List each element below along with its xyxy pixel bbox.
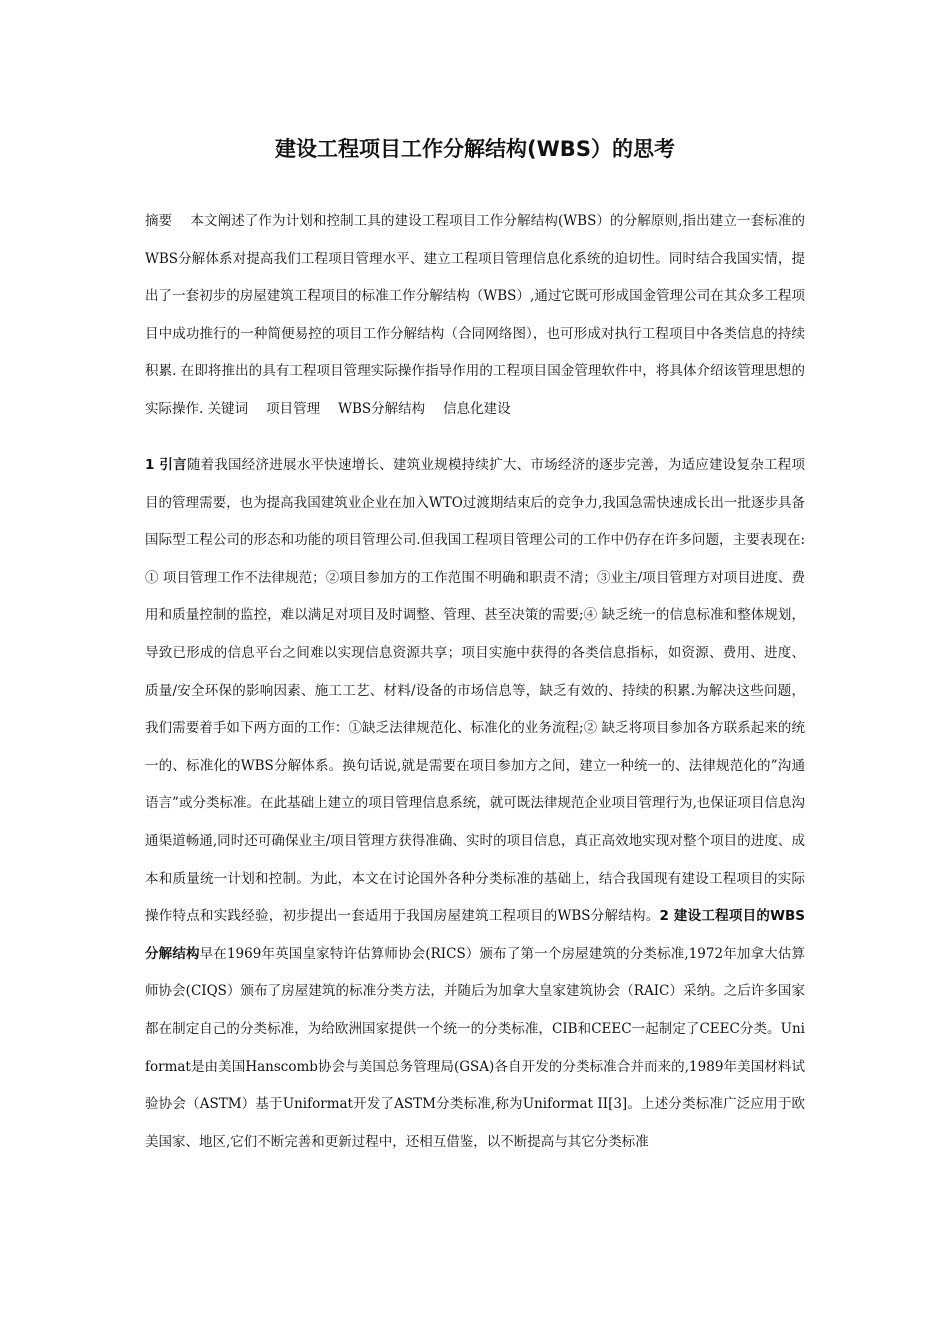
section-2-heading: 2 建设工程项目的WBS分解结构: [145, 908, 806, 962]
abstract-text: 本文阐述了作为计划和控制工具的建设工程项目工作分解结构(WBS）的分解原则,指出建立一套标准的WBS分解体系对提高我们工程项目管理水平、建立工程项目管理信息化系统的迫切性。同时结合我国实情，提出了一套初步的房屋建筑工程项目的标准工作分解结构（WBS）,通过它既可形成国金管理公司在其众多工程项目中成功推行的一种简便易控的项目工作分解结构（合同网络图），也可形成对执行工程项目中各类信息的持续积累. 在即将推出的具有工程项目管理实际操作指导作用的工程项目国金管理软件中，将具体介绍该管理思想的实际操作.: [145, 213, 805, 417]
document-title: 建设工程项目工作分解结构(WBS）的思考: [275, 137, 675, 161]
abstract-label: 摘要: [145, 213, 173, 229]
section-2-text: 早在1969年英国皇家特许估算师协会(RICS）颁布了第一个房屋建筑的分类标准,1972年加拿大估算师协会(CIQS）颁布了房屋建筑的标准分类方法，并随后为加拿大皇家建筑协会（RAIC）采纳。之后许多国家都在制定自己的分类标准，为给欧洲国家提供一个统一的分类标准，CIB和CEEC一起制定了CEEC分类。Uniformat是由美国Hanscomb协会与美国总务管理局(GSA)各自开发的分类标准合并而来的,1989年美国材料试验协会（ASTM）基于Uniformat开发了ASTM分类标准,称为Uniformat II[3]。上述分类标准广泛应用于欧美国家、地区,它们不断完善和更新过程中，还相互借鉴，以不断提高与其它分类标准: [145, 945, 805, 1150]
keyword-item: 信息化建设: [443, 400, 511, 417]
keyword-item: WBS分解结构: [338, 400, 426, 417]
keywords-label: 关键词: [207, 400, 249, 417]
abstract-paragraph: [145, 203, 805, 429]
section-1-text: 随着我国经济进展水平快速增长、建筑业规模持续扩大、市场经济的逐步完善，为适应建设复杂工程项目的管理需要，也为提高我国建筑业企业在加入WTO过渡期结束后的竞争力,我国急需快速成长出一批逐步具备国际型工程公司的形态和功能的项目管理公司.但我国工程项目管理公司的工作中仍存在许多问题，主要表现在:① 项目管理工作不法律规范；②项目参加方的工作范围不明确和职责不清；③业主/项目管理方对项目进度、费用和质量控制的监控，难以满足对项目及时调整、管理、甚至决策的需要;④ 缺乏统一的信息标准和整体规划，导致已形成的信息平台之间难以实现信息资源共享；项目实施中获得的各类信息指标，如资源、费用、进度、质量/安全环保的影响因素、施工工艺、材料/设备的市场信息等，缺乏有效的、持续的积累.为解决这些问题，我们需要着手如下两方面的工作：①缺乏法律规范化、标准化的业务流程;② 缺乏将项目参加各方联系起来的统一的、标准化的WBS分解体系。换句话说,就是需要在项目参加方之间，建立一种统一的、法律规范化的”沟通语言”或分类标准。在此基础上建立的项目管理信息系统，就可既法律规范企业项目管理行为,也保证项目信息沟通渠道畅通,同时还可确保业主/项目管理方获得准确、实时的项目信息，真正高效地实现对整个项目的进度、成本和质量统一计划和控制。为此，本文在讨论国外各种分类标准的基础上，结合我国现有建设工程项目的实际操作特点和实践经验，初步提出一套适用于我国房屋建筑工程项目的WBS分解结构。: [145, 457, 806, 925]
section-1-heading: 1 引言: [145, 457, 187, 473]
main-body-paragraph: [145, 447, 805, 1161]
keyword-item: 项目管理: [266, 400, 321, 417]
